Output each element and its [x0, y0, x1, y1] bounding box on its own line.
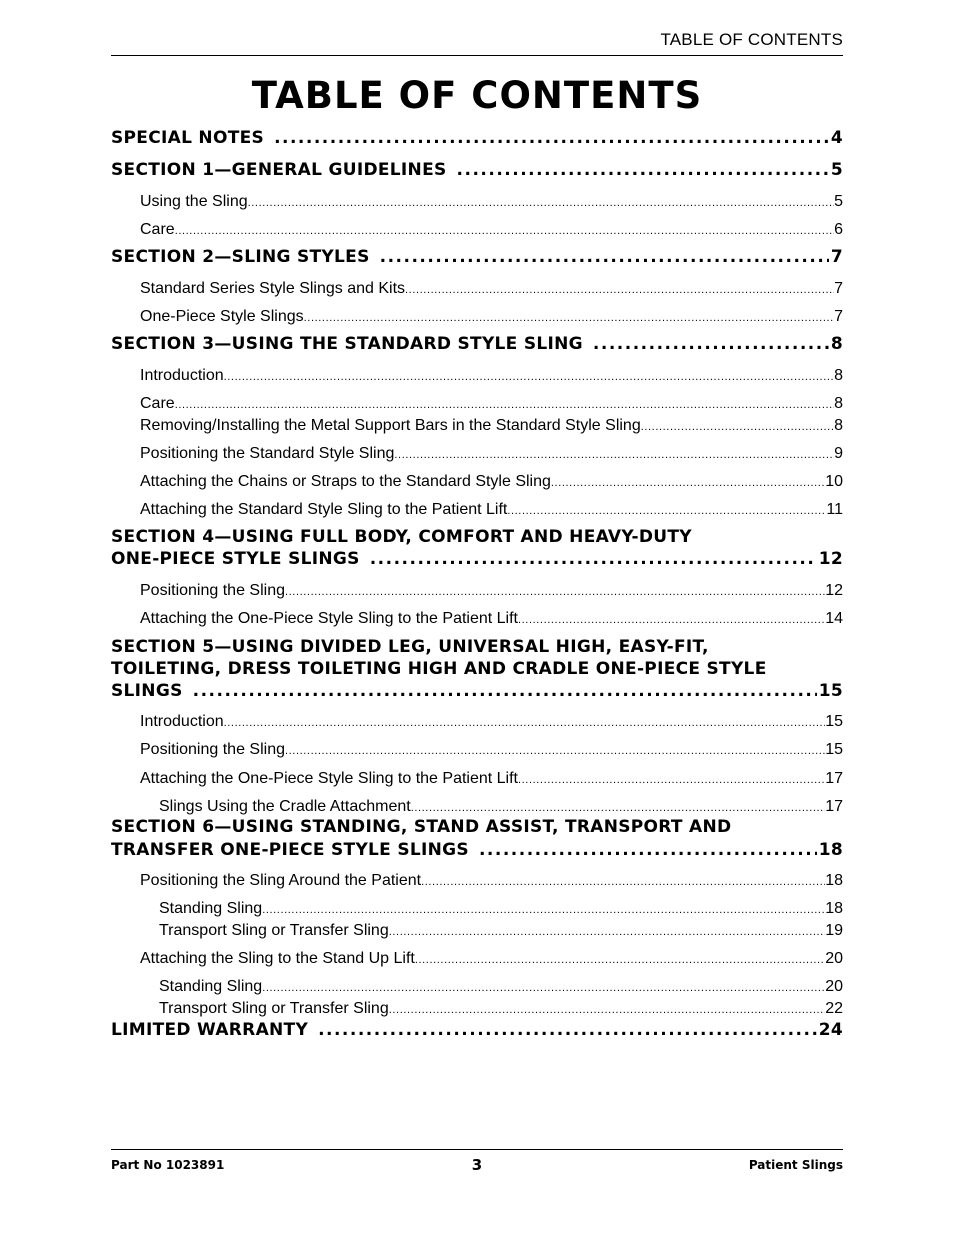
dot-leader: [641, 421, 834, 433]
dot-leader: [415, 954, 825, 966]
toc-section-3[interactable]: [111, 334, 843, 354]
page-title: TABLE OF CONTENTS: [251, 74, 703, 117]
toc-entry-page: 14: [825, 610, 843, 627]
toc-item-standard-series[interactable]: [140, 280, 843, 298]
toc-item-introduction[interactable]: [140, 713, 843, 731]
toc-entry-page: 9: [834, 445, 843, 462]
dot-leader: [274, 128, 829, 148]
dot-leader: [518, 774, 825, 786]
dot-leader: [389, 1004, 825, 1016]
toc-entry-label: Standing Sling: [159, 900, 263, 917]
toc-entry-page: 8: [834, 367, 843, 384]
toc-entry-page: 18: [825, 872, 843, 889]
toc-limited-warranty[interactable]: [111, 1020, 843, 1040]
toc-entry-page: 19: [825, 922, 843, 939]
toc-entry-label: Positioning the Standard Style Sling: [140, 445, 395, 462]
toc-entry-label: Care: [140, 221, 175, 238]
toc-item-positioning-sling[interactable]: [140, 582, 843, 600]
toc-entry-page: 18: [825, 900, 843, 917]
toc-section-2[interactable]: [111, 247, 843, 267]
toc-entry-label: Introduction: [140, 713, 224, 730]
dot-leader: [285, 586, 825, 598]
header-rule: [111, 55, 843, 56]
dot-leader: [518, 614, 825, 626]
toc-item-attaching-stand-up-lift[interactable]: [140, 950, 843, 968]
footer-page-number: 3: [471, 1156, 483, 1174]
toc-entry-label: Standard Series Style Slings and Kits: [140, 280, 406, 297]
toc-item-attaching-chains[interactable]: [140, 473, 843, 491]
toc-item-introduction[interactable]: [140, 367, 843, 385]
toc-entry-label: Introduction: [140, 367, 224, 384]
toc-entry-page: 24: [818, 1020, 843, 1040]
toc-entry-label: Transport Sling or Transfer Sling: [159, 922, 389, 939]
dot-leader: [405, 284, 834, 296]
dot-leader: [593, 334, 829, 354]
toc-entry-page: 15: [825, 741, 843, 758]
footer-part-number: Part No 1023891: [111, 1158, 225, 1172]
toc-entry-page: 20: [825, 978, 843, 995]
toc-entry-page: 17: [825, 798, 843, 815]
toc-section-6[interactable]: [111, 840, 843, 860]
toc-entry-page: 7: [830, 247, 843, 267]
running-header: TABLE OF CONTENTS: [660, 30, 843, 49]
dot-leader: [304, 312, 834, 324]
toc-item-positioning-standard[interactable]: [140, 445, 843, 463]
dot-leader: [507, 505, 826, 517]
toc-entry-page: 10: [825, 473, 843, 490]
toc-special-notes[interactable]: [111, 128, 843, 148]
toc-subitem-transport-sling[interactable]: [159, 922, 843, 940]
toc-subitem-cradle-attachment[interactable]: [159, 798, 843, 816]
footer-product-name: Patient Slings: [748, 1158, 843, 1172]
dot-leader: [285, 745, 825, 757]
toc-entry-label: Slings Using the Cradle Attachment: [159, 798, 411, 815]
dot-leader: [248, 197, 834, 209]
toc-entry-page: 12: [825, 582, 843, 599]
toc-entry-label: Attaching the One-Piece Style Sling to the Patient Lift: [140, 770, 518, 787]
toc-entry-label: Positioning the Sling: [140, 582, 285, 599]
toc-section-5-line1: SECTION 5—USING DIVIDED LEG, UNIVERSAL HIGH, EASY-FIT,: [111, 637, 709, 657]
toc-item-metal-support-bars[interactable]: [140, 417, 843, 435]
toc-entry-label: LIMITED WARRANTY: [111, 1020, 309, 1040]
dot-leader: [394, 449, 834, 461]
toc-entry-page: 5: [834, 193, 843, 210]
toc-section-6-line1: SECTION 6—USING STANDING, STAND ASSIST, TRANSPORT AND: [111, 817, 732, 837]
toc-item-positioning-sling[interactable]: [140, 741, 843, 759]
dot-leader: [224, 717, 826, 729]
toc-subitem-transport-sling[interactable]: [159, 1000, 843, 1018]
toc-item-care[interactable]: [140, 221, 843, 239]
toc-section-5-line2: TOILETING, DRESS TOILETING HIGH AND CRADLE ONE-PIECE STYLE: [111, 659, 767, 679]
toc-entry-page: 22: [825, 1000, 843, 1017]
toc-item-attaching-one-piece[interactable]: [140, 770, 843, 788]
dot-leader: [479, 840, 817, 860]
dot-leader: [193, 681, 817, 701]
dot-leader: [551, 477, 825, 489]
toc-entry-page: 4: [830, 128, 843, 148]
toc-entry-label: SECTION 3—USING THE STANDARD STYLE SLING: [111, 334, 583, 354]
toc-entry-page: 7: [834, 280, 843, 297]
toc-entry-page: 8: [834, 417, 843, 434]
toc-entry-page: 12: [818, 549, 843, 569]
toc-entry-page: 15: [825, 713, 843, 730]
toc-entry-label: Attaching the One-Piece Style Sling to the Patient Lift: [140, 610, 518, 627]
toc-entry-page: 6: [834, 221, 843, 238]
toc-entry-label: Attaching the Standard Style Sling to the Patient Lift: [140, 501, 508, 518]
toc-entry-page: 11: [826, 501, 843, 518]
toc-item-positioning-around-patient[interactable]: [140, 872, 843, 890]
toc-entry-page: 15: [818, 681, 843, 701]
dot-leader: [224, 371, 834, 383]
toc-item-using-the-sling[interactable]: [140, 193, 843, 211]
dot-leader: [389, 926, 825, 938]
toc-entry-label: Care: [140, 395, 175, 412]
dot-leader: [262, 904, 825, 916]
toc-entry-label: Transport Sling or Transfer Sling: [159, 1000, 389, 1017]
toc-entry-page: 5: [830, 160, 843, 180]
toc-entry-label: TRANSFER ONE-PIECE STYLE SLINGS: [111, 840, 469, 860]
toc-entry-label: Using the Sling: [140, 193, 248, 210]
toc-entry-label: SECTION 1—GENERAL GUIDELINES: [111, 160, 447, 180]
toc-entry-label: SECTION 2—SLING STYLES: [111, 247, 370, 267]
toc-entry-page: 8: [834, 395, 843, 412]
dot-leader: [380, 247, 829, 267]
toc-entry-label: ONE-PIECE STYLE SLINGS: [111, 549, 360, 569]
toc-entry-label: Removing/Installing the Metal Support Bars in the Standard Style Sling: [140, 417, 641, 434]
toc-item-care[interactable]: [140, 395, 843, 413]
dot-leader: [318, 1020, 817, 1040]
toc-item-attaching-one-piece[interactable]: [140, 610, 843, 628]
dot-leader: [411, 802, 826, 814]
dot-leader: [370, 549, 817, 569]
toc-entry-page: 17: [825, 770, 843, 787]
toc-item-one-piece[interactable]: [140, 308, 843, 326]
dot-leader: [262, 982, 825, 994]
toc-item-attaching-standard[interactable]: [140, 501, 843, 519]
footer-rule: [111, 1149, 843, 1150]
toc-entry-label: SPECIAL NOTES: [111, 128, 265, 148]
toc-entry-label: Attaching the Sling to the Stand Up Lift: [140, 950, 415, 967]
dot-leader: [457, 160, 829, 180]
toc-entry-label: Positioning the Sling: [140, 741, 285, 758]
toc-entry-page: 7: [834, 308, 843, 325]
toc-section-4[interactable]: [111, 549, 843, 569]
toc-section-1[interactable]: [111, 160, 843, 180]
dot-leader: [175, 399, 834, 411]
toc-entry-label: Attaching the Chains or Straps to the Standard Style Sling: [140, 473, 551, 490]
toc-section-5[interactable]: [111, 681, 843, 701]
toc-entry-label: Standing Sling: [159, 978, 263, 995]
toc-entry-page: 8: [830, 334, 843, 354]
dot-leader: [175, 225, 834, 237]
toc-subitem-standing-sling[interactable]: [159, 978, 843, 996]
toc-entry-page: 20: [825, 950, 843, 967]
toc-entry-label: One-Piece Style Slings: [140, 308, 304, 325]
toc-entry-label: SLINGS: [111, 681, 183, 701]
toc-subitem-standing-sling[interactable]: [159, 900, 843, 918]
toc-section-4-line1: SECTION 4—USING FULL BODY, COMFORT AND HEAVY-DUTY: [111, 527, 692, 547]
dot-leader: [421, 876, 825, 888]
toc-entry-label: Positioning the Sling Around the Patient: [140, 872, 422, 889]
toc-entry-page: 18: [818, 840, 843, 860]
